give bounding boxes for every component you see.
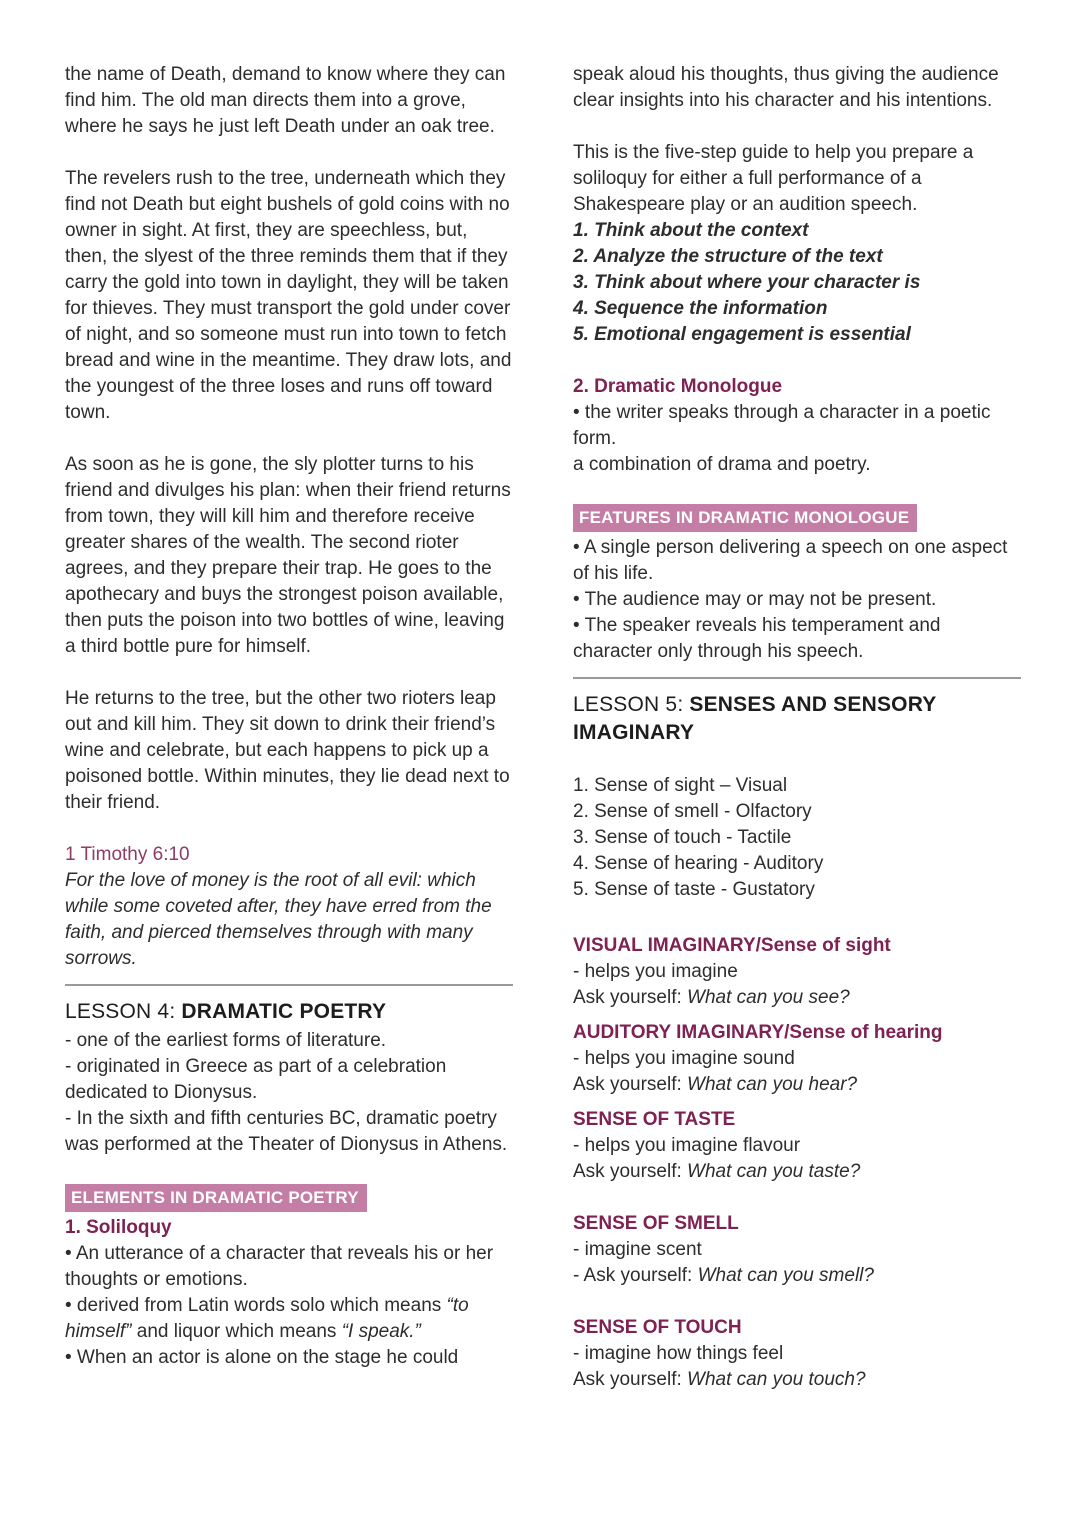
elements-badge: ELEMENTS IN DRAMATIC POETRY [65, 1184, 367, 1212]
sense-list-item-2: 2. Sense of smell - Olfactory [573, 801, 812, 822]
soliloquy-bullet-2-text: • derived from Latin words solo which means [65, 1295, 447, 1316]
ask-question: What can you smell? [697, 1265, 874, 1286]
monologue-bullet-1: • the writer speaks through a character in a poetic form. [573, 402, 991, 449]
sense-of-taste-heading: SENSE OF TASTE [573, 1109, 736, 1130]
lesson-4-point-1: - one of the earliest forms of literature. [65, 1030, 387, 1051]
step-1: 1. Think about the context [573, 220, 809, 241]
lesson-5-heading [573, 691, 1021, 747]
left-column [65, 62, 513, 1525]
features-bullet-1: • A single person delivering a speech on one aspect of his life. [573, 537, 1008, 584]
ask-label: Ask yourself: [573, 1369, 688, 1390]
auditory-imaginary-heading: AUDITORY IMAGINARY/Sense of hearing [573, 1022, 943, 1043]
soliloquy-bullet-3: • When an actor is alone on the stage he could [65, 1347, 459, 1368]
story-paragraph-1: the name of Death, demand to know where they can find him. The old man directs them into a grove, where he says he just left Death under an oak tree. [65, 64, 506, 137]
monologue-line-2: a combination of drama and poetry. [573, 454, 871, 475]
features-bullet-2: • The audience may or may not be present. [573, 589, 937, 610]
story-paragraph-3: As soon as he is gone, the sly plotter turns to his friend and divulges his plan: when their friend returns from town, they will kill him and therefore receive greater shares of the wealth. The second rioter agrees, and they prepare their trap. He goes to the apothecary and buys the strongest poison available, then puts the poison into two bottles of wine, leaving a third bottle pure for himself. [65, 454, 511, 657]
lesson-5-number: LESSON 5: [573, 693, 690, 716]
lesson-4-heading [65, 998, 513, 1026]
section-divider [573, 677, 1021, 679]
ask-label: Ask yourself: [573, 987, 688, 1008]
dramatic-monologue-heading: 2. Dramatic Monologue [573, 376, 783, 397]
section-divider [65, 984, 513, 986]
sense-list-item-5: 5. Sense of taste - Gustatory [573, 879, 815, 900]
step-2: 2. Analyze the structure of the text [573, 246, 883, 267]
lesson-4-point-2: - originated in Greece as part of a celebration dedicated to Dionysus. [65, 1056, 447, 1103]
five-step-intro: This is the five-step guide to help you prepare a soliloquy for either a full performance of a Shakespeare play or an audition speech. [573, 142, 974, 215]
sense-of-smell-ask [573, 1263, 1021, 1289]
ask-question: What can you touch? [687, 1369, 866, 1390]
visual-imaginary-heading: VISUAL IMAGINARY/Sense of sight [573, 935, 891, 956]
sense-of-touch-section [573, 1315, 1021, 1393]
ask-question: What can you hear? [687, 1074, 858, 1095]
soliloquy-bullet-2-text-2: and liquor which means [131, 1321, 342, 1342]
soliloquy-bullet-2 [65, 1293, 513, 1345]
sense-of-smell-heading: SENSE OF SMELL [573, 1213, 739, 1234]
step-5: 5. Emotional engagement is essential [573, 324, 911, 345]
sense-of-taste-line: - helps you imagine flavour [573, 1135, 801, 1156]
continuation-paragraph: speak aloud his thoughts, thus giving the audience clear insights into his character and his intentions. [573, 64, 999, 111]
auditory-imaginary-line: - helps you imagine sound [573, 1048, 795, 1069]
step-3: 3. Think about where your character is [573, 272, 921, 293]
ask-label: - Ask yourself: [573, 1265, 698, 1286]
story-paragraph-4: He returns to the tree, but the other two rioters leap out and kill him. They sit down to drink their friend’s wine and celebrate, but each happens to pick up a poisoned bottle. Within minutes, they lie dead next to their friend. [65, 688, 510, 813]
soliloquy-latin-term-2: “I speak.” [341, 1321, 421, 1342]
auditory-imaginary-section [573, 1020, 1021, 1098]
scripture-quote: For the love of money is the root of all evil: which while some coveted after, they have erred from the faith, and pierced themselves through with many sorrows. [65, 870, 492, 969]
lesson-5-title: SENSES AND SENSORY IMAGINARY [573, 693, 937, 744]
lesson-4-title: DRAMATIC POETRY [181, 1000, 387, 1023]
soliloquy-bullet-1: • An utterance of a character that reveals his or her thoughts or emotions. [65, 1243, 494, 1290]
sense-of-touch-line: - imagine how things feel [573, 1343, 784, 1364]
lesson-4-point-3: - In the sixth and fifth centuries BC, dramatic poetry was performed at the Theater of Dionysus in Athens. [65, 1108, 508, 1155]
sense-of-taste-section [573, 1107, 1021, 1185]
sense-of-touch-heading: SENSE OF TOUCH [573, 1317, 742, 1338]
features-badge: FEATURES IN DRAMATIC MONOLOGUE [573, 504, 917, 532]
story-paragraph-2: The revelers rush to the tree, underneath which they find not Death but eight bushels of gold coins with no owner in sight. At first, they are speechless, but, then, the slyest of the three reminds them that if they carry the gold into town in daylight, they will be taken for thieves. They must transport the gold under cover of night, and so someone must run into town to fetch bread and wine in the meantime. They draw lots, and the youngest of the three loses and runs off toward town. [65, 168, 512, 423]
lesson-4-number: LESSON 4: [65, 1000, 182, 1023]
visual-imaginary-section [573, 933, 1021, 1011]
right-column [573, 62, 1021, 1525]
sense-list-item-3: 3. Sense of touch - Tactile [573, 827, 792, 848]
sense-list-item-1: 1. Sense of sight – Visual [573, 775, 788, 796]
scripture-reference: 1 Timothy 6:10 [65, 844, 190, 865]
soliloquy-latin-term-1: “to himself” [65, 1295, 469, 1342]
sense-list-item-4: 4. Sense of hearing - Auditory [573, 853, 824, 874]
soliloquy-heading: 1. Soliloquy [65, 1217, 172, 1238]
sense-of-taste-ask [573, 1159, 1021, 1185]
step-4: 4. Sequence the information [573, 298, 828, 319]
sense-of-touch-ask [573, 1367, 1021, 1393]
sense-of-smell-section [573, 1211, 1021, 1289]
ask-label: Ask yourself: [573, 1161, 688, 1182]
sense-of-smell-line: - imagine scent [573, 1239, 702, 1260]
ask-question: What can you taste? [687, 1161, 861, 1182]
ask-label: Ask yourself: [573, 1074, 688, 1095]
visual-imaginary-line: - helps you imagine [573, 961, 738, 982]
features-badge-row [573, 504, 1021, 532]
ask-question: What can you see? [687, 987, 850, 1008]
features-bullet-3: • The speaker reveals his temperament and character only through his speech. [573, 615, 941, 662]
auditory-imaginary-ask [573, 1072, 1021, 1098]
elements-badge-row [65, 1184, 513, 1212]
visual-imaginary-ask [573, 985, 1021, 1011]
